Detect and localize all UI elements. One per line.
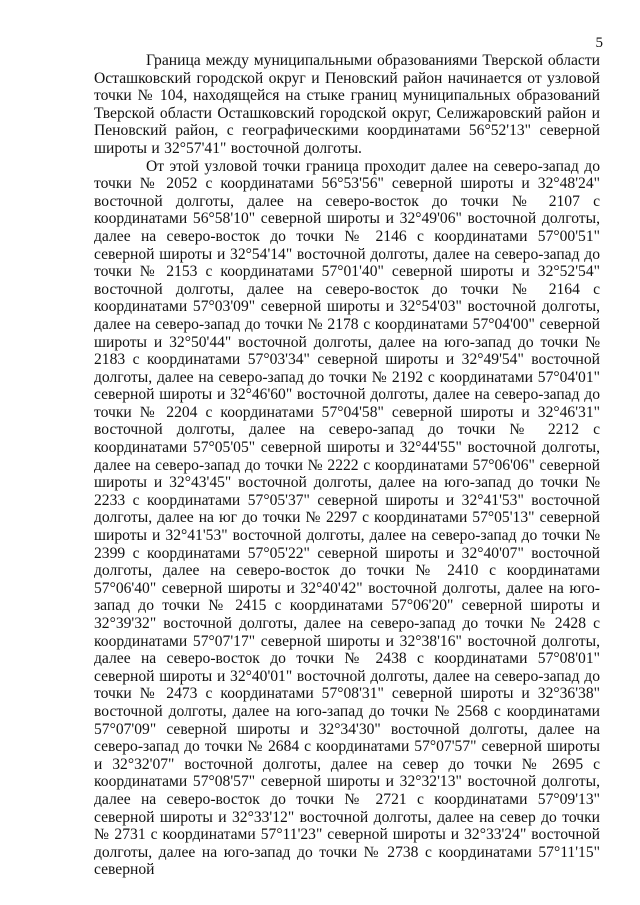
document-body: [94, 52, 600, 879]
paragraph-intro: Граница между муниципальными образованиями Тверской области Осташковский городской округ и Пеновский район начинается от узловой точки № 104, находящейся на стыке границ муниципальных образований Тверской области Осташковский городской округ, Селижаровский район и Пеновский район, с географическими координатами 56°52'13" северной широты и 32°57'41" восточной долготы.: [94, 52, 600, 157]
page-number: 5: [595, 35, 603, 51]
paragraph-boundary-description: От этой узловой точки граница проходит далее на северо-запад до точки № 2052 с координатами 56°53'56" северной широты и 32°48'24" восточной долготы, далее на северо-восток до точки № 2107 с координатами 56°58'10" северной широты и 32°49'06" восточной долготы, далее на северо-восток до точки № 2146 с координатами 57°00'51" северной широты и 32°54'14" восточной долготы, далее на северо-запад до точки № 2153 с координатами 57°01'40" северной широты и 32°52'54" восточной долготы, далее на северо-восток до точки № 2164 с координатами 57°03'09" северной широты и 32°54'03" восточной долготы, далее на северо-запад до точки № 2178 с координатами 57°04'00" северной широты и 32°50'44" восточной долготы, далее на юго-запад до точки № 2183 с координатами 57°03'34" северной широты и 32°49'54" восточной долготы, далее на северо-запад до точки № 2192 с координатами 57°04'01" северной широты и 32°46'60" восточной долготы, далее на северо-запад до точки № 2204 с координатами 57°04'58" северной широты и 32°46'31" восточной долготы, далее на северо-запад до точки № 2212 с координатами 57°05'05" северной широты и 32°44'55" восточной долготы, далее на северо-запад до точки № 2222 с координатами 57°06'06" северной широты и 32°43'45" восточной долготы, далее на юго-запад до точки № 2233 с координатами 57°05'37" северной широты и 32°41'53" восточной долготы, далее на юг до точки № 2297 с координатами 57°05'13" северной широты и 32°41'53" восточной долготы, далее на северо-запад до точки № 2399 с координатами 57°05'22" северной широты и 32°40'07" восточной долготы, далее на северо-восток до точки № 2410 с координатами 57°06'40" северной широты и 32°40'42" восточной долготы, далее на юго-запад до точки № 2415 с координатами 57°06'20" северной широты и 32°39'32" восточной долготы, далее на северо-запад до точки № 2428 с координатами 57°07'17" северной широты и 32°38'16" восточной долготы, далее на северо-восток до точки № 2438 с координатами 57°08'01" северной широты и 32°40'01" восточной долготы, далее на северо-запад до точки № 2473 с координатами 57°08'31" северной широты и 32°36'38" восточной долготы, далее на юго-запад до точки № 2568 с координатами 57°07'09" северной широты и 32°34'30" восточной долготы, далее на северо-запад до точки № 2684 с координатами 57°07'57" северной широты и 32°32'07" восточной долготы, далее на север до точки № 2695 с координатами 57°08'57" северной широты и 32°32'13" восточной долготы, далее на северо-восток до точки № 2721 с координатами 57°09'13" северной широты и 32°33'12" восточной долготы, далее на север до точки № 2731 с координатами 57°11'23" северной широты и 32°33'24" восточной долготы, далее на юго-запад до точки № 2738 с координатами 57°11'15" северной: [94, 157, 600, 879]
